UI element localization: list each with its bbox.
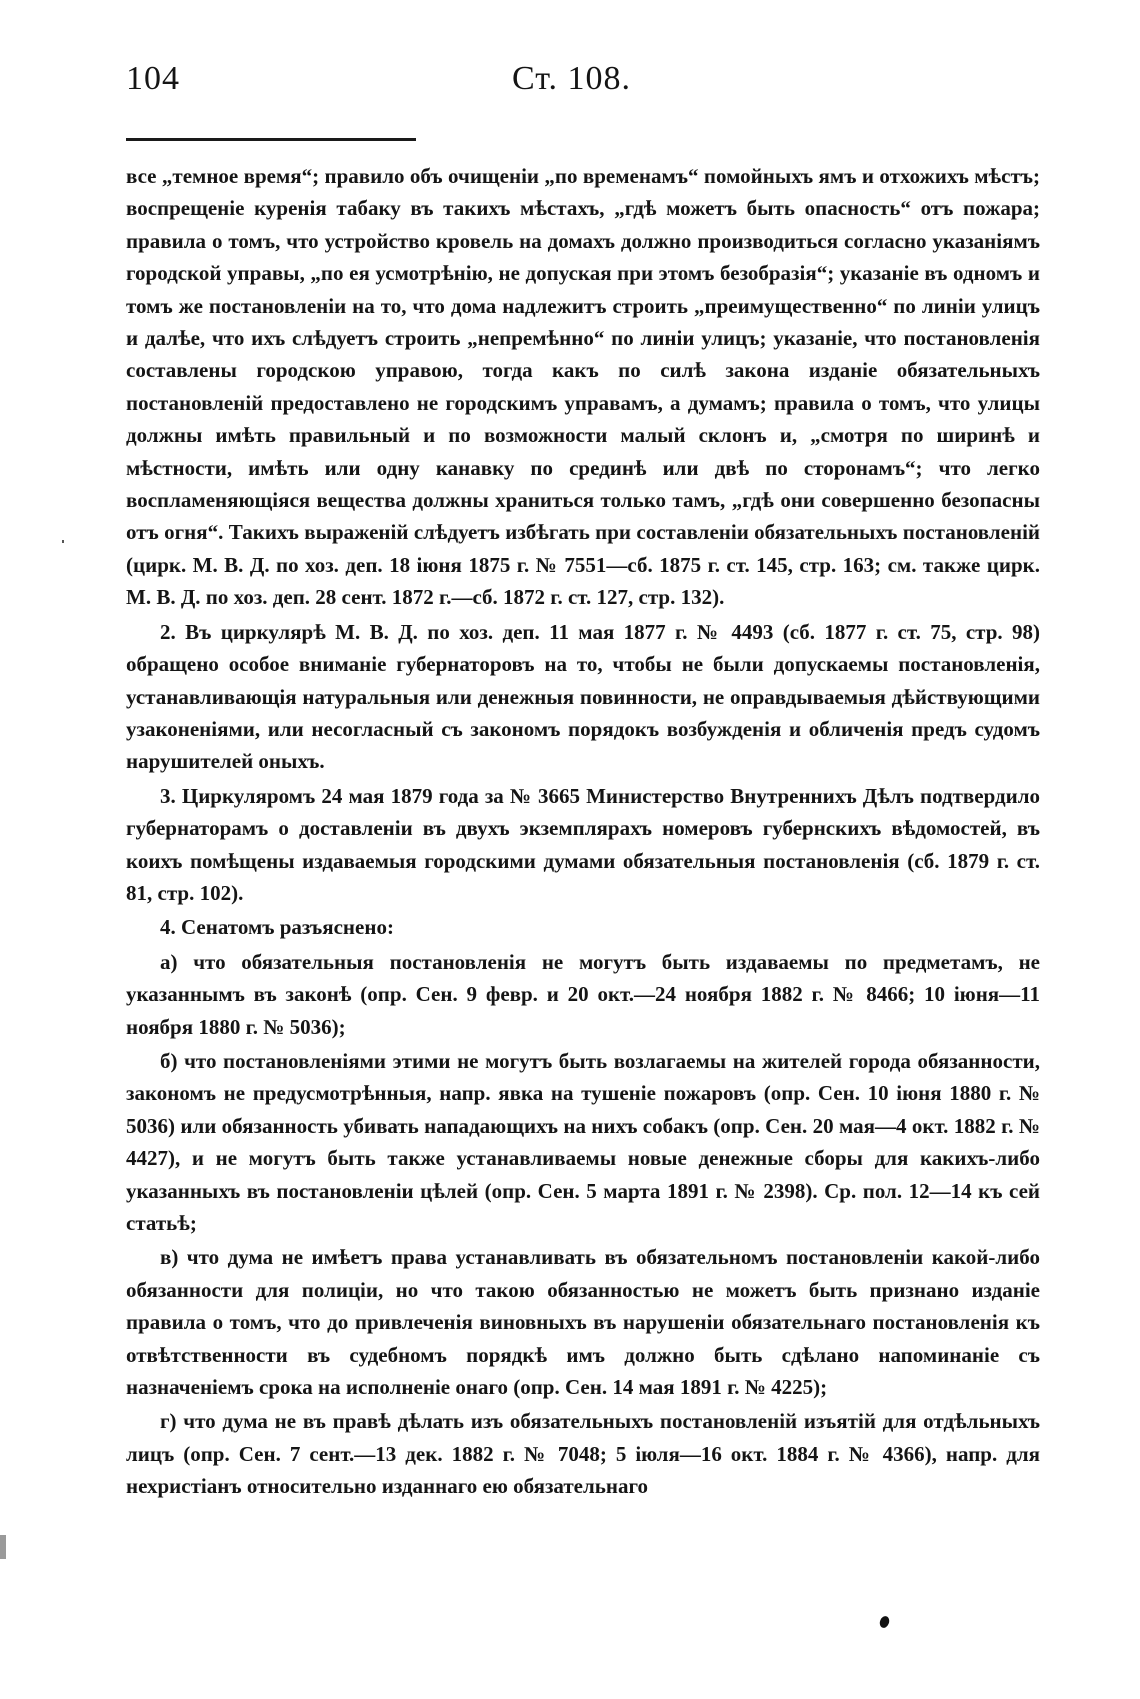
- scan-speck: [62, 540, 64, 543]
- subclause-a: а) что обязательныя постановленія не могутъ быть издаваемы по предметамъ, не указаннымъ въ законѣ (опр. Сен. 9 февр. и 20 окт.—24 ноября 1882 г. № 8466; 10 іюня—11 ноября 1880 г. № 5036);: [126, 949, 1040, 1039]
- page-header: [0, 60, 1140, 110]
- ink-dot: [878, 1615, 891, 1629]
- article-text: [126, 160, 1040, 1503]
- paragraph-3: 3. Циркуляромъ 24 мая 1879 года за № 3665 Министерство Внутреннихъ Дѣлъ подтвердило губернаторамъ о доставленіи въ двухъ экземплярахъ номеровъ губернскихъ вѣдомостей, въ коихъ помѣщены издаваемыя городскими думами обязательныя постановленія (сб. 1879 г. ст. 81, стр. 102).: [126, 783, 1040, 905]
- paragraph-continuation: все „темное время“; правило объ очищеніи „по временамъ“ помойныхъ ямъ и отхожихъ мѣстъ; воспрещеніе куренія табаку въ такихъ мѣстахъ, „гдѣ можетъ быть опасность“ отъ пожара; правила о томъ, что устройство кровель на домахъ должно производиться согласно указаніямъ городской управы, „по ея усмотрѣнію, не допуская при этомъ безобразія“; указаніе въ одномъ и томъ же постановленіи на то, что дома надлежитъ строить „преимущественно“ по линіи улицъ и далѣе, что ихъ слѣдуетъ строить „непремѣнно“ по линіи улицъ; указаніе, что постановленія составлены городскою управою, тогда какъ по силѣ закона изданіе обязательныхъ постановленій предоставлено не городскимъ управамъ, а думамъ; правила о томъ, что улицы должны имѣть правильный и по возможности малый склонъ и, „смотря по ширинѣ и мѣстности, имѣть или одну канавку по срединѣ или двѣ по сторонамъ“; что легко воспламеняющіяся вещества должны храниться только тамъ, „гдѣ они совершенно безопасны отъ огня“. Такихъ выраженій слѣдуетъ избѣгать при составленіи обязательныхъ постановленій (цирк. М. В. Д. по хоз. деп. 18 іюня 1875 г. № 7551—сб. 1875 г. ст. 145, стр. 163; см. также цирк. М. В. Д. по хоз. деп. 28 сент. 1872 г.—сб. 1872 г. ст. 127, стр. 132).: [126, 164, 1040, 610]
- paragraph-4: 4. Сенатомъ разъяснено:: [160, 915, 394, 940]
- header-rule: [126, 138, 416, 141]
- article-reference: Ст. 108.: [512, 60, 632, 97]
- page-number: 104: [126, 60, 180, 97]
- subclause-g: г) что дума не въ правѣ дѣлать изъ обязательныхъ постановленій изъятій для отдѣльныхъ лицъ (опр. Сен. 7 сент.—13 дек. 1882 г. № 7048; 5 іюля—16 окт. 1884 г. № 4366), напр. для нехристіанъ относительно изданнаго ею обязательнаго: [126, 1409, 1040, 1499]
- subclause-b: б) что постановленіями этими не могутъ быть возлагаемы на жителей города обязанности, закономъ не предусмотрѣнныя, напр. явка на тушеніе пожаровъ (опр. Сен. 10 іюня 1880 г. № 5036) или обязанность убивать нападающихъ на нихъ собакъ (опр. Сен. 20 мая—4 окт. 1882 г. № 4427), и не могутъ быть также устанавливаемы новые денежные сборы для какихъ-либо указанныхъ въ постановленіи цѣлей (опр. Сен. 5 марта 1891 г. № 2398). Ср. пол. 12—14 къ сей статьѣ;: [126, 1048, 1040, 1235]
- scan-margin-mark: [0, 1535, 6, 1559]
- subclause-v: в) что дума не имѣетъ права устанавливать въ обязательномъ постановленіи какой-либо обязанности для полиціи, но что такою обязанностью не можетъ быть признано изданіе правила о томъ, что до привлеченія виновныхъ въ нарушеніи обязательнаго постановленія къ отвѣтственности въ судебномъ порядкѣ имъ должно быть сдѣлано напоминаніе съ назначеніемъ срока на исполненіе онаго (опр. Сен. 14 мая 1891 г. № 4225);: [126, 1245, 1040, 1400]
- paragraph-2: 2. Въ циркулярѣ М. В. Д. по хоз. деп. 11 мая 1877 г. № 4493 (сб. 1877 г. ст. 75, стр. 98) обращено особое вниманіе губернаторовъ на то, чтобы не были допускаемы постановленія, устанавливающія натуральныя или денежныя повинности, не оправдываемыя дѣйствующими узаконеніями, или несогласный съ закономъ порядокъ возбужденія и обличенія предъ судомъ нарушителей оныхъ.: [126, 619, 1040, 774]
